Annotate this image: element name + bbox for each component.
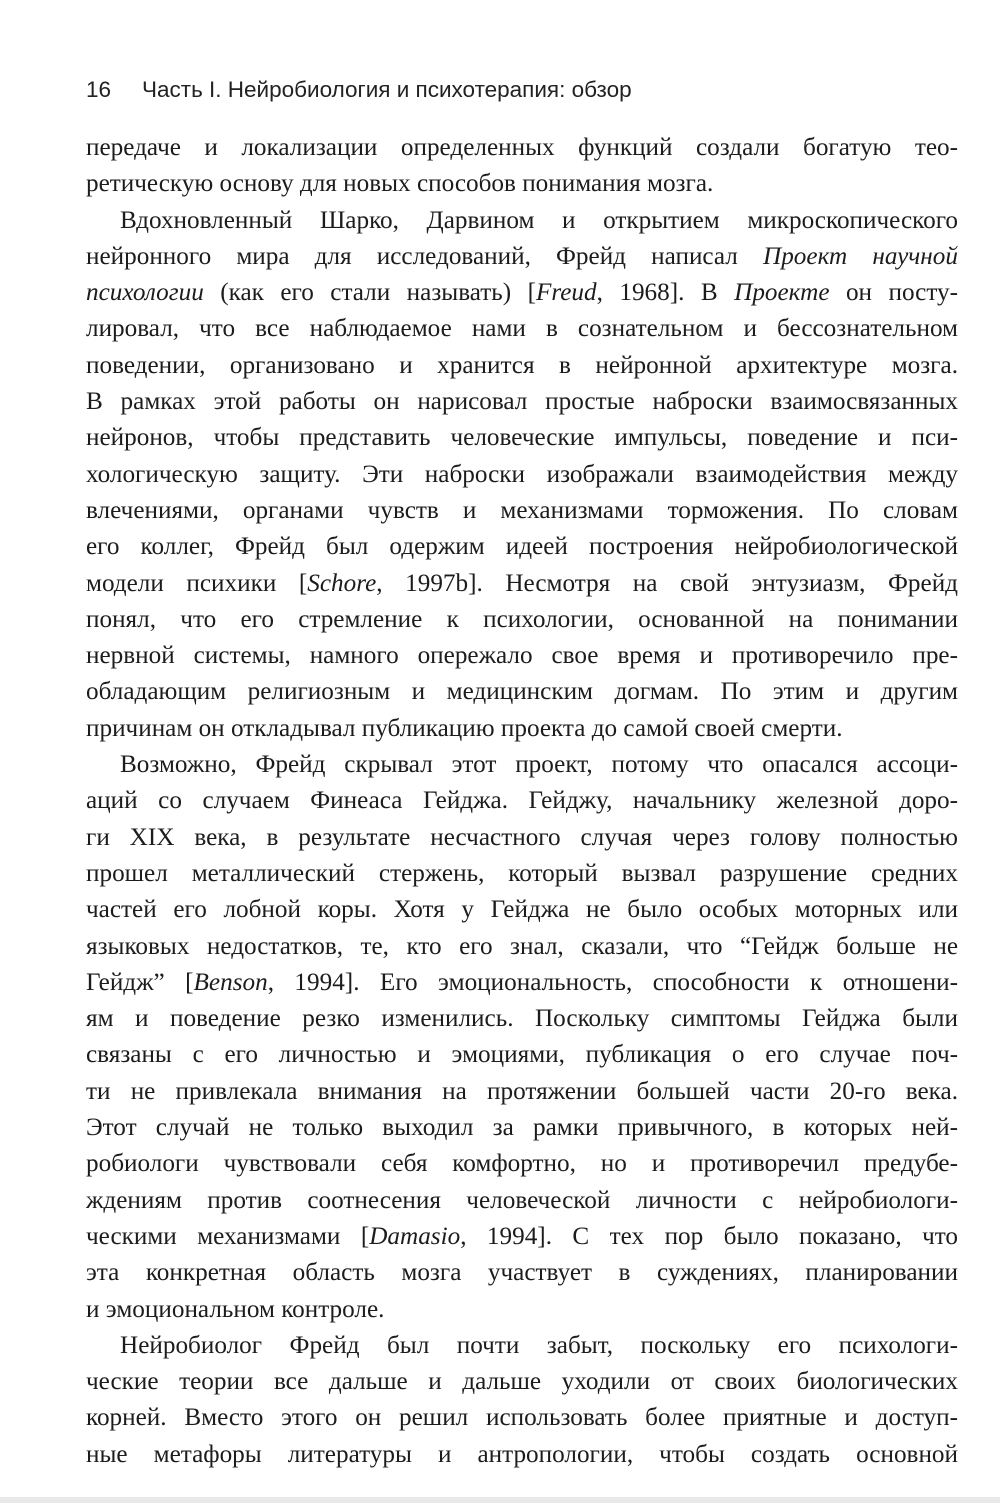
text-line: В рамках этой работы он нарисовал простые наброски взаимосвязанных	[86, 388, 958, 416]
text-line: ям и поведение резко изменились. Поскольку симптомы Гейджа были	[86, 1005, 958, 1033]
body-text	[86, 130, 958, 1473]
paragraph	[86, 130, 958, 203]
text-line: модели психики [Schore, 1997b]. Несмотря на свой энтузиазм, Фрейд	[86, 569, 958, 597]
text-line: лировал, что все наблюдаемое нами в сознательном и бессознательном	[86, 315, 958, 343]
text-line: ные метафоры литературы и антропологии, чтобы создать основной	[86, 1440, 958, 1468]
text-line: понял, что его стремление к психологии, основанной на понимании	[86, 605, 958, 633]
text-line: ти не привлекала внимания на протяжении большей части 20-го века.	[86, 1077, 958, 1105]
text-line: Этот случай не только выходил за рамки привычного, в которых ней-	[86, 1114, 958, 1142]
page-number: 16	[86, 77, 112, 102]
text-line: обладающим религиозным и медицинским догмам. По этим и другим	[86, 678, 958, 706]
text-line: причинам он откладывал публикацию проекта до самой своей смерти.	[86, 714, 843, 742]
italic-citation: Schore	[307, 569, 377, 597]
text-line: Нейробиолог Фрейд был почти забыт, поскольку его психологи-	[120, 1331, 958, 1359]
text-line: языковых недостатков, те, кто его знал, сказали, что “Гейдж больше не	[86, 932, 958, 960]
paragraph	[86, 203, 958, 747]
paragraph	[86, 747, 958, 1328]
text-line: передаче и локализации определенных функций создали богатую тео-	[86, 134, 958, 161]
text-line: поведении, организовано и хранится в нейронной архитектуре мозга.	[86, 351, 958, 379]
paragraph	[86, 1328, 958, 1473]
text-line: Вдохновленный Шарко, Дарвином и открытием микроскопического	[120, 206, 958, 234]
text-line: ческие теории все дальше и дальше уходили от своих биологических	[86, 1368, 958, 1396]
italic-citation: Benson	[193, 968, 268, 996]
text-line: эта конкретная область мозга участвует в суждениях, планировании	[86, 1259, 958, 1287]
text-line: аций со случаем Финеаса Гейджа. Гейджу, начальнику железной доро-	[86, 787, 958, 815]
text-line: корней. Вместо этого он решил использовать более приятные и доступ-	[86, 1404, 958, 1432]
text-line: связаны с его личностью и эмоциями, публикация о его случае поч-	[86, 1041, 958, 1069]
text-line: психологии (как его стали называть) [Freud, 1968]. В Проекте он посту-	[86, 279, 959, 307]
text-line: нейронов, чтобы представить человеческие импульсы, поведение и пси-	[86, 424, 958, 452]
text-line: робиологи чувствовали себя комфортно, но и противоречил предубе-	[86, 1150, 958, 1178]
text-line: влечениями, органами чувств и механизмами торможения. По словам	[86, 496, 958, 524]
text-line: ретическую основу для новых способов понимания мозга.	[86, 170, 714, 198]
text-line: Возможно, Фрейд скрывал этот проект, потому что опасался ассоци-	[120, 751, 958, 779]
italic-citation: Damasio	[369, 1222, 461, 1250]
text-line: ждениям против соотнесения человеческой личности с нейробиологи-	[86, 1186, 958, 1214]
text-line: и эмоциональном контроле.	[86, 1295, 385, 1323]
italic-citation: психологии	[86, 279, 204, 307]
text-line: хологическую защиту. Эти наброски изображали взаимодействия между	[86, 460, 958, 488]
italic-citation: Проекте	[734, 279, 830, 307]
text-line: нейронного мира для исследований, Фрейд написал Проект научной	[86, 242, 958, 270]
chapter-running-title: Часть I. Нейробиология и психотерапия: обзор	[142, 77, 632, 102]
running-header	[86, 74, 966, 106]
italic-citation: Проект научной	[763, 242, 958, 270]
text-line: Гейдж” [Benson, 1994]. Его эмоциональность, способности к отношени-	[86, 968, 958, 996]
text-line: частей его лобной коры. Хотя у Гейджа не было особых моторных или	[86, 896, 958, 924]
text-line: нервной системы, намного опережало свое время и противоречило пре-	[86, 642, 958, 670]
text-line: его коллег, Фрейд был одержим идеей построения нейробиологической	[86, 533, 958, 561]
italic-citation: Freud	[536, 279, 597, 307]
text-line: ги XIX века, в результате несчастного случая через голову полностью	[86, 823, 958, 851]
text-line: прошел металлический стержень, который вызвал разрушение средних	[86, 859, 958, 887]
text-line: ческими механизмами [Damasio, 1994]. С тех пор было показано, что	[86, 1222, 959, 1250]
page-bottom-edge	[0, 1497, 1000, 1503]
